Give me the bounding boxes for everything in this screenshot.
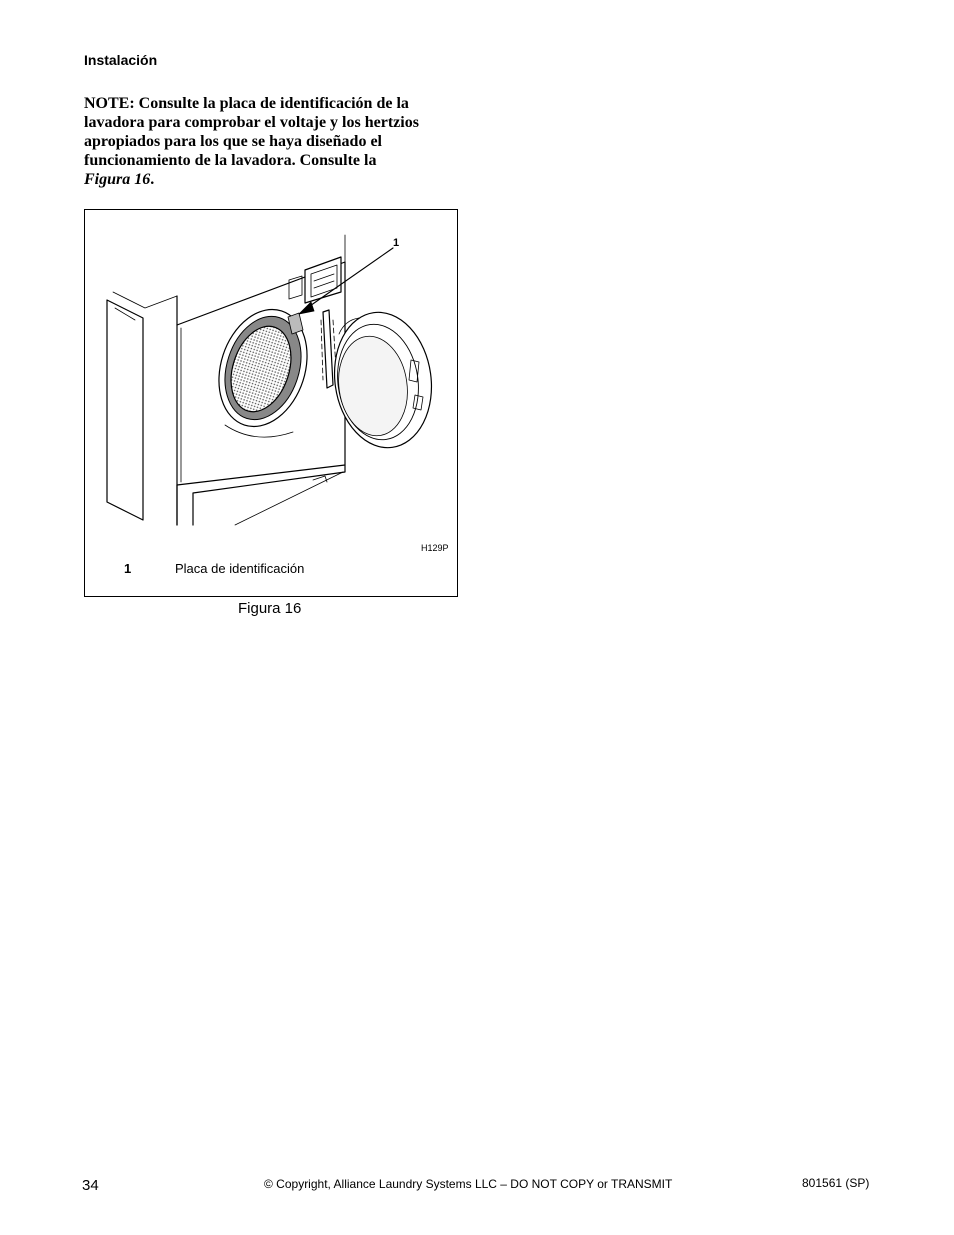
- note-line: NOTE: Consulte la placa de identificación de la: [84, 95, 409, 112]
- copyright-notice: © Copyright, Alliance Laundry Systems LLC – DO NOT COPY or TRANSMIT: [264, 1177, 673, 1191]
- note-line: lavadora para comprobar el voltaje y los hertzios: [84, 114, 419, 131]
- figure-caption: Figura 16: [238, 600, 302, 617]
- note-line: apropiados para los que se haya diseñado el: [84, 133, 382, 150]
- callout-number: 1: [393, 237, 400, 249]
- note-line: funcionamiento de la lavadora. Consulte la: [84, 152, 377, 169]
- section-title: Instalación: [84, 52, 158, 68]
- drawing-code: H129P: [421, 543, 449, 553]
- document-code: 801561 (SP): [802, 1176, 870, 1190]
- page-number: 34: [82, 1177, 99, 1194]
- note-end-punctuation: .: [150, 171, 155, 188]
- legend-number: 1: [124, 561, 132, 576]
- figure-frame: [84, 209, 458, 597]
- washer-illustration: [85, 210, 457, 596]
- legend-label: Placa de identificación: [175, 561, 305, 576]
- figure-reference: Figura 16: [84, 171, 151, 188]
- note-paragraph: [84, 94, 464, 189]
